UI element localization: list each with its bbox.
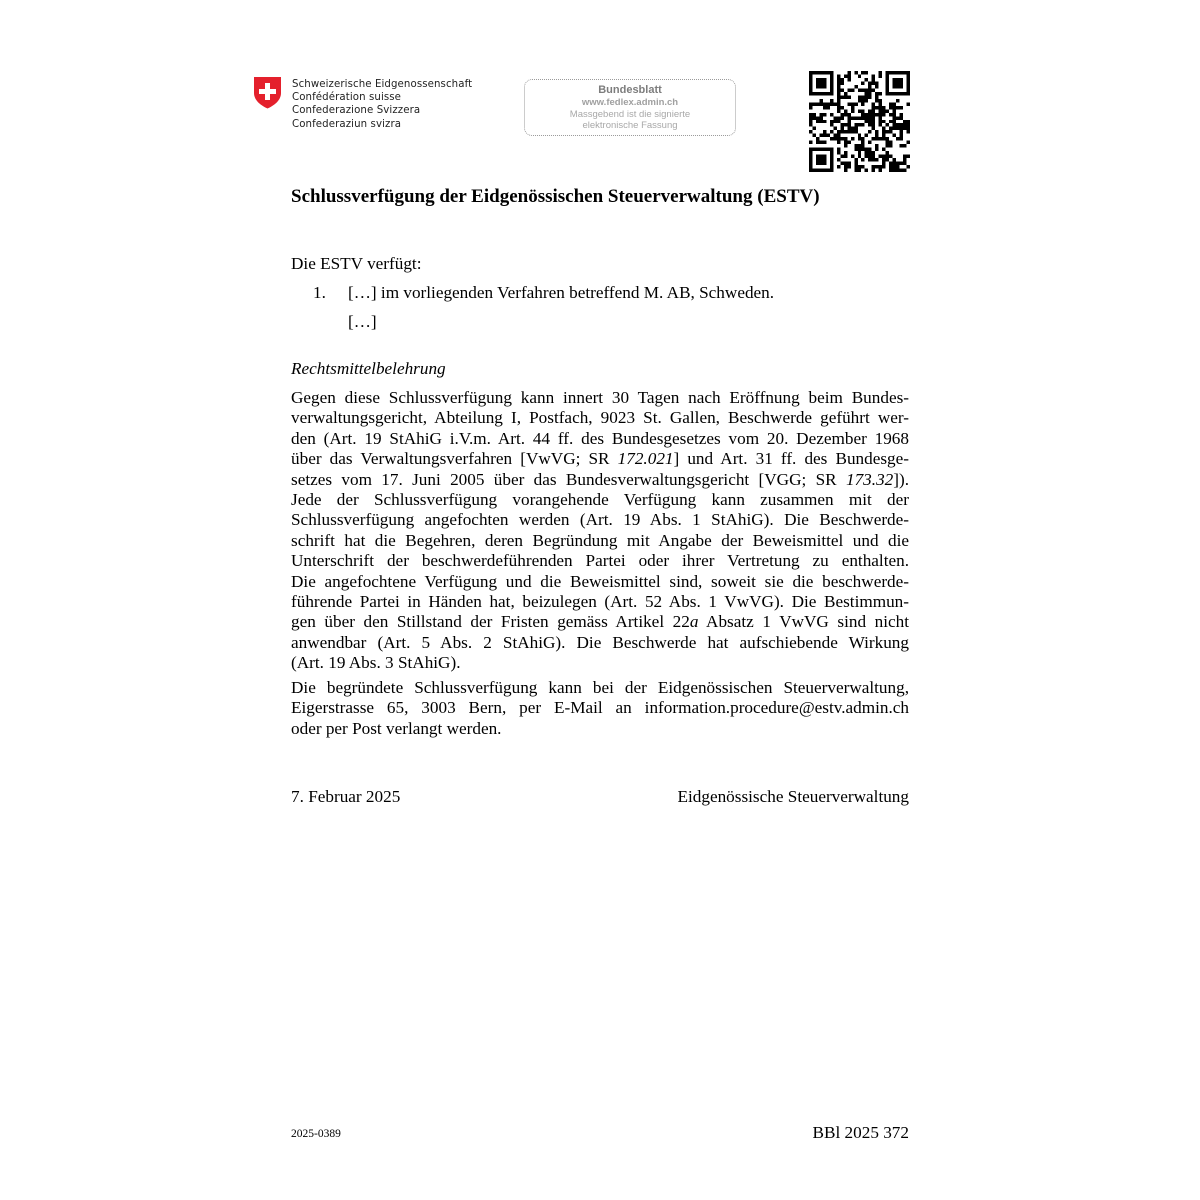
paragraph1-line: verwaltungsgericht, Abteilung I, Postfach, 9023 St. Gallen, Beschwerde geführt wer- xyxy=(291,408,909,428)
paragraph2-line: Eigerstrasse 65, 3003 Bern, per E-Mail an information.procedure@estv.admin.ch xyxy=(291,698,909,718)
bbl-citation: BBl 2025 372 xyxy=(812,1123,909,1142)
paragraph-request-info xyxy=(291,678,909,739)
item-ellipsis: […] xyxy=(348,312,377,331)
confederation-line-it: Confederazione Svizzera xyxy=(292,105,421,117)
confederation-line-de: Schweizerische Eidgenossenschaft xyxy=(292,79,473,90)
bundesblatt-stamp xyxy=(524,79,736,136)
stamp-note-line2: elektronische Fassung xyxy=(582,120,678,131)
issuing-authority: Eidgenössische Steuerverwaltung xyxy=(677,787,909,806)
document-title: Schlussverfügung der Eidgenössischen Steuerverwaltung (ESTV) xyxy=(291,186,820,207)
paragraph-appeal-instructions xyxy=(291,388,909,674)
paragraph1-line: den (Art. 19 StAhiG i.V.m. Art. 44 ff. des Bundesgesetzes vom 20. Dezember 1968 xyxy=(291,428,909,448)
swiss-coat-of-arms-icon xyxy=(253,76,282,109)
paragraph1-line: anwendbar (Art. 5 Abs. 2 StAhiG). Die Beschwerde hat aufschiebende Wirkung xyxy=(291,632,909,652)
paragraph1-line: Die angefochtene Verfügung und die Beweismittel sind, soweit sie die beschwerde- xyxy=(291,571,909,591)
paragraph1-line: gen über den Stillstand der Fristen gemäss Artikel 22a Absatz 1 VwVG sind nicht xyxy=(291,612,909,632)
paragraph1-line: schrift hat die Begehren, deren Begründung mit Angabe der Beweismittel und die xyxy=(291,530,909,550)
stamp-url: www.fedlex.admin.ch xyxy=(581,97,679,108)
document-date: 7. Februar 2025 xyxy=(291,787,401,806)
paragraph1-line: Jede der Schlussverfügung vorangehende Verfügung kann zusammen mit der xyxy=(291,490,909,510)
decision-intro: Die ESTV verfügt: xyxy=(291,254,422,273)
paragraph1-line: Gegen diese Schlussverfügung kann innert 30 Tagen nach Eröffnung beim Bundes- xyxy=(291,388,909,407)
paragraph1-line: (Art. 19 Abs. 3 StAhiG). xyxy=(291,653,461,673)
paragraph1-line: Schlussverfügung angefochten werden (Art. 19 Abs. 1 StAhiG). Die Beschwerde- xyxy=(291,510,909,530)
confederation-line-fr: Confédération suisse xyxy=(292,92,402,104)
section-heading: Rechtsmittelbelehrung xyxy=(291,359,446,378)
item-text: […] im vorliegenden Verfahren betreffend M. AB, Schweden. xyxy=(348,283,775,302)
stamp-title: Bundesblatt xyxy=(598,84,662,96)
item-number: 1. xyxy=(313,283,326,302)
paragraph1-line: Unterschrift der beschwerdeführenden Partei oder ihrer Vertretung zu enthalten. xyxy=(291,551,909,571)
qr-code-icon xyxy=(809,71,910,172)
paragraph1-line: über das Verwaltungsverfahren [VwVG; SR 172.021] und Art. 31 ff. des Bundesge- xyxy=(291,449,909,469)
paragraph2-line: Die begründete Schlussverfügung kann bei der Eidgenössischen Steuerverwaltung, xyxy=(291,678,909,697)
confederation-names xyxy=(292,78,472,131)
paragraph1-line: führende Partei in Händen hat, beizulegen (Art. 52 Abs. 1 VwVG). Die Bestimmun- xyxy=(291,592,909,612)
confederation-line-rm: Confederaziun svizra xyxy=(292,118,402,130)
paragraph1-line: setzes vom 17. Juni 2005 über das Bundesverwaltungsgericht [VGG; SR 173.32]). xyxy=(291,469,909,489)
document-reference: 2025-0389 xyxy=(291,1128,341,1140)
stamp-note-line1: Massgebend ist die signierte xyxy=(569,109,691,120)
paragraph2-line: oder per Post verlangt werden. xyxy=(291,718,502,738)
